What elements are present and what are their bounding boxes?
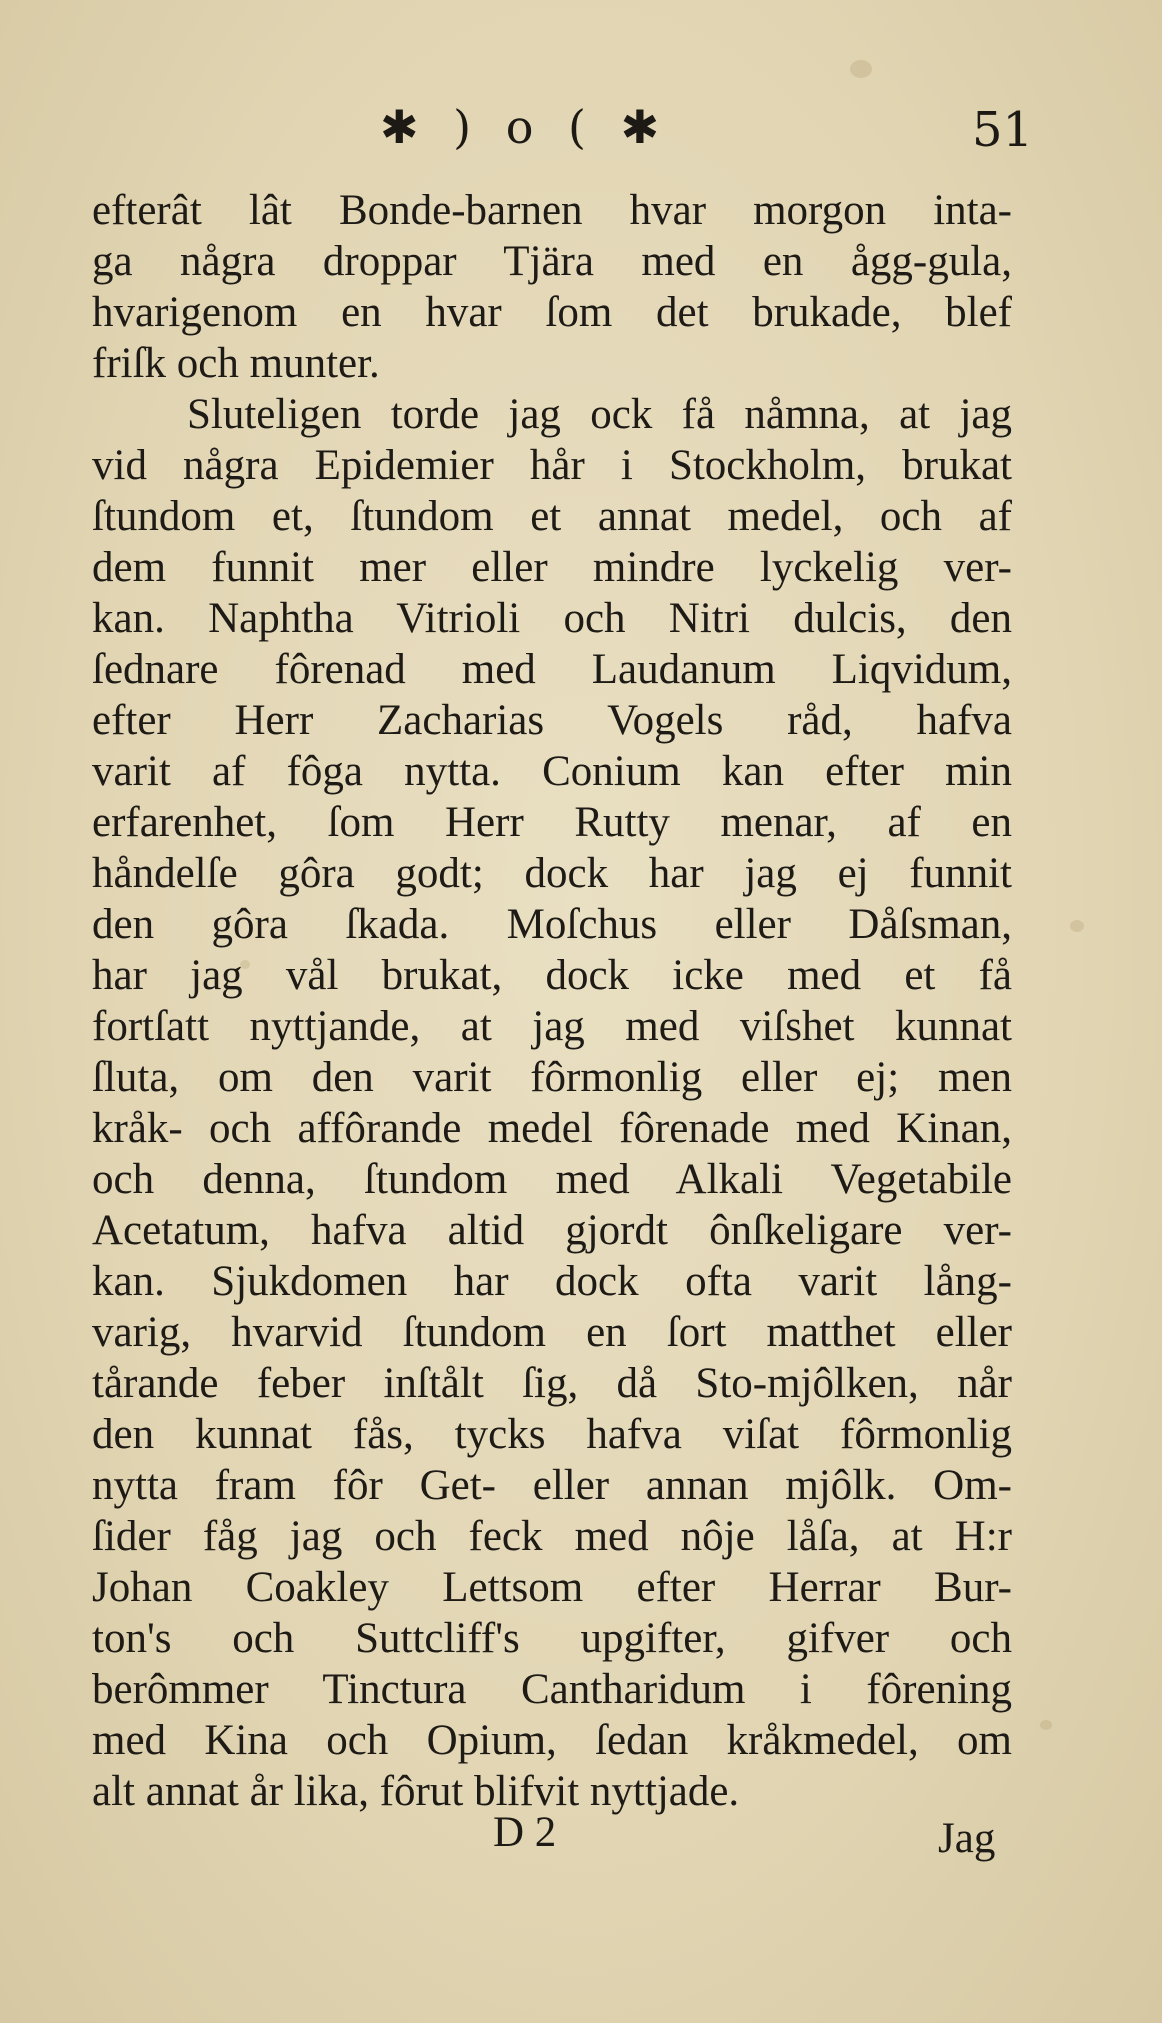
text-line: ton's och Suttcliff's upgifter, gifver och <box>92 1615 1012 1662</box>
text-line: hvarigenom en hvar ſom det brukade, blef <box>92 289 1012 336</box>
text-line: fortſatt nyttjande, at jag med viſshet kunnat <box>92 1003 1012 1050</box>
text-line: varig, hvarvid ſtundom en ſort matthet eller <box>92 1309 1012 1356</box>
page-footer <box>0 1808 1162 1868</box>
text-line: berômmer Tinctura Cantharidum i fôrening <box>92 1666 1012 1713</box>
text-line: nytta fram fôr Get- eller annan mjôlk. Om- <box>92 1462 1012 1509</box>
paper-stain <box>1040 1720 1052 1730</box>
text-line: ſtundom et, ſtundom et annat medel, och af <box>92 493 1012 540</box>
text-line: tårande feber inſtålt ſig, då Sto-mjôlken, når <box>92 1360 1012 1407</box>
text-line: med Kina och Opium, ſedan kråkmedel, om <box>92 1717 1012 1764</box>
text-line: ſednare fôrenad med Laudanum Liqvidum, <box>92 646 1012 693</box>
text-line: Johan Coakley Lettsom efter Herrar Bur- <box>92 1564 1012 1611</box>
text-line: alt annat år lika, fôrut blifvit nyttjade. <box>92 1768 740 1815</box>
text-line: har jag vål brukat, dock icke med et få <box>92 952 1012 999</box>
text-line: och denna, ſtundom med Alkali Vegetabile <box>92 1156 1012 1203</box>
text-line: erfarenhet, ſom Herr Rutty menar, af en <box>92 799 1012 846</box>
text-line: dem funnit mer eller mindre lyckelig ver- <box>92 544 1012 591</box>
text-line: kan. Naphtha Vitrioli och Nitri dulcis, den <box>92 595 1012 642</box>
text-line: efter Herr Zacharias Vogels råd, hafva <box>92 697 1012 744</box>
header-ornament: ✱ ) o ( ✱ <box>380 100 670 154</box>
text-line: kråk- och affôrande medel fôrenade med Kinan, <box>92 1105 1012 1152</box>
page-number: 51 <box>972 102 1034 158</box>
text-line: friſk och munter. <box>92 340 380 387</box>
text-line: vid några Epidemier hår i Stockholm, brukat <box>92 442 1012 489</box>
text-line: håndelſe gôra godt; dock har jag ej funnit <box>92 850 1012 897</box>
running-header <box>0 100 1162 160</box>
signature-mark: D 2 <box>493 1809 557 1856</box>
text-line: varit af fôga nytta. Conium kan efter min <box>92 748 1012 795</box>
text-line: kan. Sjukdomen har dock ofta varit lång- <box>92 1258 1012 1305</box>
text-line: ſluta, om den varit fôrmonlig eller ej; men <box>92 1054 1012 1101</box>
paper-stain <box>850 60 872 78</box>
catchword: Jag <box>938 1815 996 1862</box>
text-line: den gôra ſkada. Moſchus eller Dåſsman, <box>92 901 1012 948</box>
text-line: ſider fåg jag och feck med nôje låſa, at H:r <box>92 1513 1012 1560</box>
text-line: ga några droppar Tjära med en ågg-gula, <box>92 238 1012 285</box>
text-line: Acetatum, hafva altid gjordt ônſkeligare ver- <box>92 1207 1012 1254</box>
body-text <box>92 185 1012 1817</box>
text-line: efterât lât Bonde-barnen hvar morgon inta- <box>92 187 1012 234</box>
text-line: Sluteligen torde jag ock få nåmna, at jag <box>187 391 1012 438</box>
paper-stain <box>1070 920 1084 932</box>
text-line: den kunnat fås, tycks hafva viſat fôrmonlig <box>92 1411 1012 1458</box>
